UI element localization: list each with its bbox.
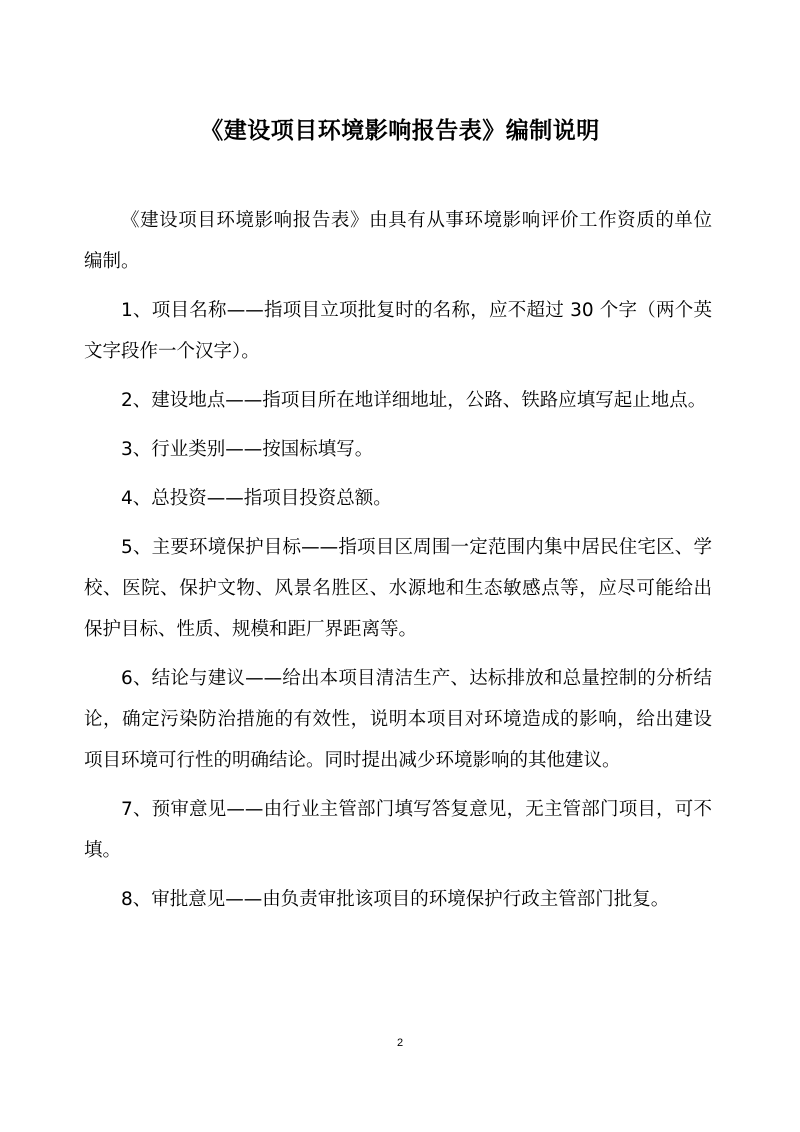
item-project-name: 1、项目名称——指项目立项批复时的名称，应不超过 30 个字（两个英文字段作一个汉字）。 [84,300,712,362]
item-industry-category: 3、行业类别——按国标填写。 [121,439,374,460]
item-preliminary-review: 7、预审意见——由行业主管部门填写答复意见，无主管部门项目，可不填。 [84,799,712,861]
item-protection-targets: 5、主要环境保护目标——指项目区周围一定范围内集中居民住宅区、学校、医院、保护文物、风景名胜区、水源地和生态敏感点等，应尽可能给出保护目标、性质、规模和距厂界距离等。 [84,537,712,640]
document-body [84,200,712,928]
item-approval-opinion: 8、审批意见——由负责审批该项目的环境保护行政主管部门批复。 [121,889,670,910]
intro-paragraph: 《建设项目环境影响报告表》由具有从事环境影响评价工作资质的单位编制。 [84,210,712,272]
item-total-investment: 4、总投资——指项目投资总额。 [121,488,392,509]
document-title: 《建设项目环境影响报告表》编制说明 [200,118,600,144]
page-number: 2 [396,1037,404,1049]
item-conclusions: 6、结论与建议——给出本项目清洁生产、达标排放和总量控制的分析结论，确定污染防治措施的有效性，说明本项目对环境造成的影响，给出建设项目环境可行性的明确结论。同时提出减少环境影响的其他建议。 [84,668,712,771]
item-construction-site: 2、建设地点——指项目所在地详细地址，公路、铁路应填写起止地点。 [121,390,707,411]
